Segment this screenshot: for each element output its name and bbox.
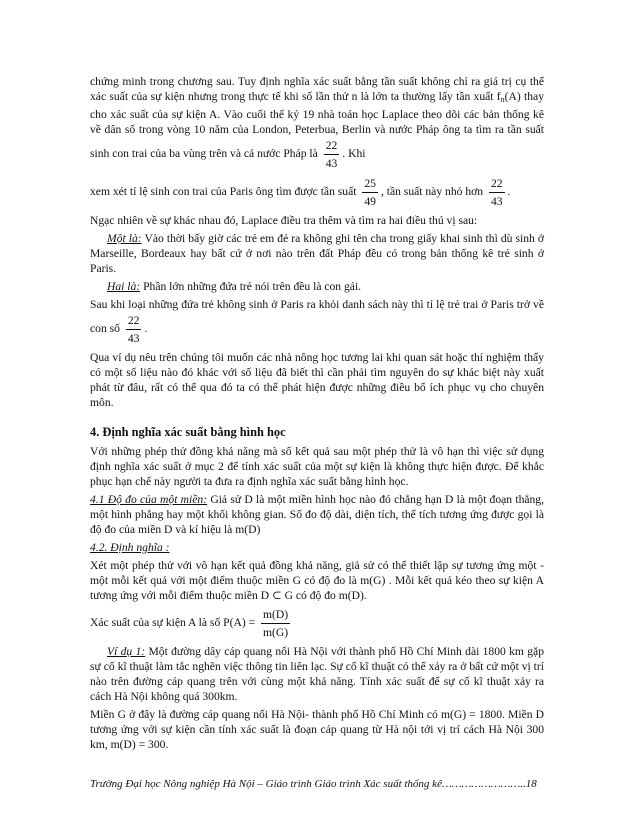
section-heading: 4. Định nghĩa xác suất bằng hình học	[90, 425, 286, 439]
subset-symbol: ⊂	[269, 589, 285, 602]
subscript-n: n	[500, 95, 505, 104]
page-footer: Trường Đại học Nông nghiệp Hà Nội – Giáo trình Giáo trình Xác suất thống kê……………………..18	[90, 778, 537, 790]
paragraph-measure: 4.1 Độ đo của một miền: Giả sử D là một miền hình học nào đó chẳng hạn D là một đoạn thẳng, một hình phẳng hay một khối không gian. Số đo độ dài, diện tích, thể tích tương ứng được gọi là độ đo của miền D và kí hiệu là m(D)	[90, 493, 545, 536]
page-body	[90, 74, 544, 755]
subheading-definition: 4.2. Định nghĩa :	[90, 541, 170, 554]
paragraph-ratio: Sau khi loại những đứa trẻ không sinh ở Paris ra khỏi danh sách này thì tỉ lệ trẻ trai ở Paris trở về con số $\frac{22}{43}$ .	[90, 298, 544, 345]
paragraph-laplace: chứng minh trong chương sau. Tuy định nghĩa xác suất bằng tần suất không chỉ ra giá trị cụ thể xác suất của sự kiện nhưng trong thực tế khi số lần thử n là lớn ta thường lấy tần xuất $f_n(A)$ thay cho xác suất của sự kiện A. Vào cuối thế kỷ 19 nhà toán học Laplace theo dõi các bản thống kê về dân số trong vòng 10 năm của London, Peterbua, Berlin và nước Pháp ông ta tìm ra tần suất sinh con trai của ba vùng trên và cả nước Pháp là $\frac{22}{43}$ . Khi	[90, 75, 544, 170]
paragraph-lesson: Qua ví dụ nêu trên chúng tôi muốn các nhà nông học tương lai khi quan sát hoặc thí nghiệm thấy có một số liệu nào đó khác với số liệu đã biết thì cần phải tìm nguyên do sự khác biệt này xuất phát từ đâu, rất có thể qua đó ta có thể phát hiện được những điều bổ ích phục vụ cho chuyên môn.	[90, 351, 544, 409]
paragraph-definition: Xét một phép thử với vô hạn kết quả đồng khả năng, giả sử có thể thiết lập sự tương ứng một - một mỗi kết quả với một điểm thuộc miền G có độ đo là m(G) . Mỗi kết quả kéo theo sự kiện A tương ứng với mỗi điểm thuộc miền D ⊂ G có độ đo m(D).	[90, 559, 544, 602]
fraction-22-43: $\frac{22}{43}$	[325, 139, 338, 170]
paragraph-formula: Xác suất của sự kiện A là số P(A) = $\frac{m(D)}{m(G)}$	[90, 608, 289, 639]
fraction-22-43-c: $\frac{22}{43}$	[127, 314, 140, 345]
paragraph-example-1: Ví dụ 1: Một đường dây cáp quang nối Hà Nội với thành phố Hồ Chí Minh dài 1800 km gặp sự cố kĩ thuật làm tắc nghẽn việc thông tin liên lạc. Sự cố kĩ thuật có thể xảy ra ở bất cứ một vị trí nào trên đường cáp quang trên với cùng một khả năng. Tính xác suất để sự cố kĩ thuật xảy ra cách Hà Nội không quá 300km.	[90, 645, 544, 703]
paragraph-solution: Miền G ở đây là đường cáp quang nối Hà Nội- thành phố Hồ Chí Minh có m(G) = 1800. Miền D tương ứng với sự kiện cần tính xác suất là đoạn cáp quang từ Hà nội tới vị trí cách Hà Nội 300 km, m(D) = 300.	[90, 708, 544, 751]
paragraph-paris: xem xét tỉ lệ sinh con trai của Paris ông tìm được tần suất $\frac{25}{49}$ , tần suất này nhỏ hơn $\frac{22}{43}$ .	[90, 177, 511, 208]
paragraph-mot-la: Một là: Vào thời bấy giờ các trẻ em đẻ ra không ghi tên cha trong giấy khai sinh thì dù sinh ở Marseille, Bordeaux hay bất cứ ở nơi nào trên đất Pháp đều có trong bản thống kê trẻ sinh ở Paris.	[90, 232, 545, 275]
paragraph-geometric-intro: Với những phép thử đồng khả năng mà số kết quả sau một phép thử là vô hạn thì việc sử dụng định nghĩa xác suất ở mục 2 để tính xác suất của một sự kiện là không thực hiện được. Để khắc phục hạn chế này người ta đưa ra định nghĩa xác suất bằng hình học.	[90, 445, 544, 488]
fraction-22-43-b: $\frac{22}{43}$	[490, 177, 503, 208]
fraction-25-49: $\frac{25}{49}$	[364, 177, 376, 208]
paragraph-surprise: Ngạc nhiên về sự khác nhau đó, Laplace điều tra thêm và tìm ra hai điều thú vị sau:	[90, 214, 478, 227]
fraction-mD-mG: $\frac{m(D)}{m(G)}$	[263, 608, 289, 639]
paragraph-hai-la: Hai là: Phần lớn những đứa trẻ nói trên đều là con gái.	[107, 280, 362, 293]
